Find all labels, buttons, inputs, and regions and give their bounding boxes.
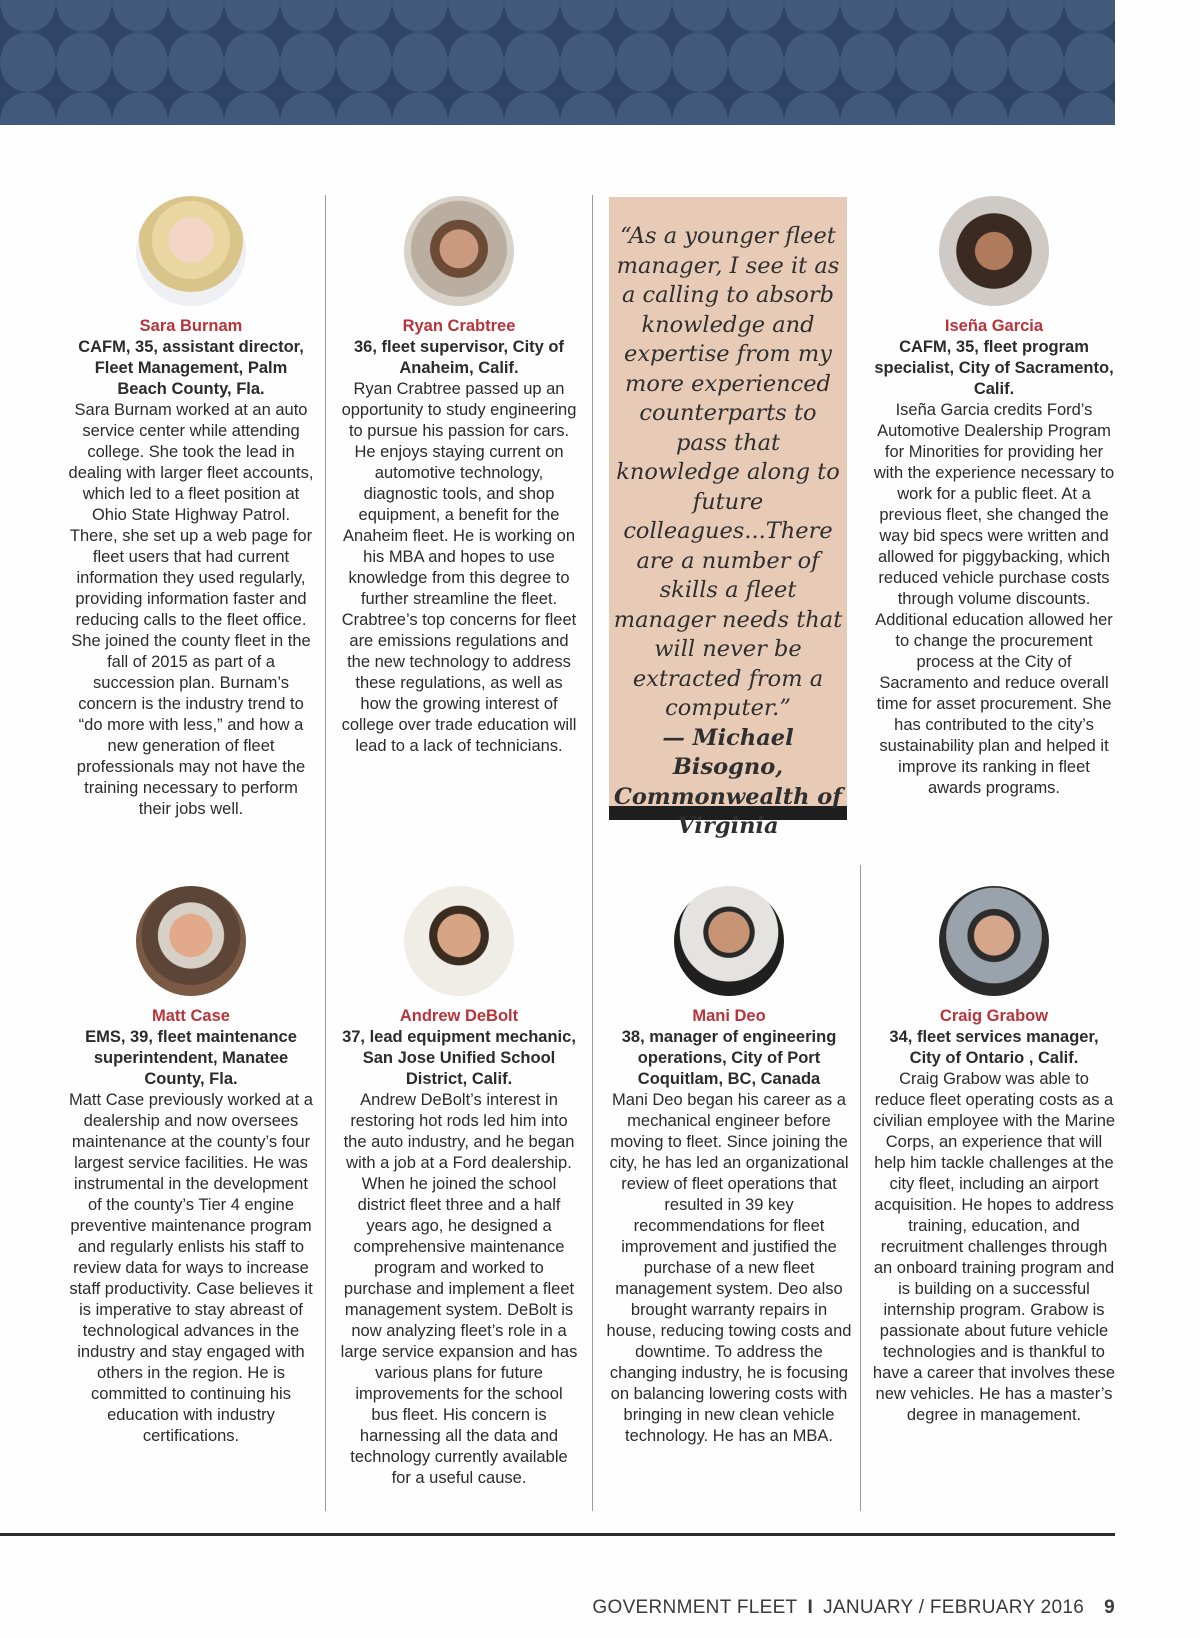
profile-bio: Ryan Crabtree passed up an opportunity to study engineering to pursue his passion for cars. He enjoys staying current on automotive technology, diagnostic tools, and shop equipment, a benefit for the Anaheim fleet. He is working on his MBA and hopes to use knowledge from this degree to further streamline the fleet. Crabtree’s top concerns for fleet are emissions regulations and the new technology to address these regulations, as well as how the growing interest of college over trade education will lead to a lack of technicians. [341, 380, 577, 755]
profile-card [872, 196, 1116, 799]
pull-quote-attribution: — Michael Bisogno, Commonwealth of Virginia [614, 724, 842, 839]
column-divider [860, 865, 861, 1511]
profile-title: CAFM, 35, assistant director, Fleet Management, Palm Beach County, Fla. [78, 338, 304, 398]
footer-rule [0, 1533, 1115, 1536]
column-divider [325, 195, 326, 1511]
profile-bio: Iseña Garcia credits Ford’s Automotive Dealership Program for Minorities for providing her with the experience necessary to work for a public fleet. At a previous fleet, she changed the way bid specs were written and allowed for piggybacking, which reduced vehicle purchase costs through volume discounts. Additional education allowed her to change the procurement process at the City of Sacramento and reduce overall time for asset procurement. She has contributed to the city’s sustainability plan and helped it improve its ranking in fleet awards programs. [873, 401, 1115, 797]
profile-card [340, 886, 578, 1489]
pull-quote-text: “As a younger fleet manager, I see it as a calling to absorb knowledge and expertise from my more experienced counterparts to pass that knowledge along to future colleagues...There are a number of skills a fleet manager needs that will never be extracted from a computer.” [613, 223, 843, 721]
profile-name: Sara Burnam [139, 317, 243, 335]
avatar [939, 886, 1049, 996]
avatar [136, 886, 246, 996]
profile-bio: Matt Case previously worked at a dealership and now oversees maintenance at the county’s four largest service facilities. He was instrumental in the development of the county’s Tier 4 engine preventive maintenance program and regularly enlists his staff to review data for ways to increase staff productivity. Case believes it is imperative to stay abreast of technological advances in the industry and stay engaged with others in the region. He is committed to continuing his education with industry certifications. [69, 1091, 313, 1445]
page-footer [592, 1597, 1115, 1619]
profile-title: EMS, 39, fleet maintenance superintendent, Manatee County, Fla. [85, 1028, 297, 1088]
profile-title: 34, fleet services manager, City of Ontario , Calif. [889, 1028, 1099, 1067]
avatar [136, 196, 246, 306]
profile-title: 36, fleet supervisor, City of Anaheim, Calif. [354, 338, 564, 377]
column-divider [592, 195, 593, 1511]
publication-name: GOVERNMENT FLEET [592, 1597, 798, 1618]
avatar [674, 886, 784, 996]
pull-quote [612, 222, 844, 842]
avatar [404, 886, 514, 996]
profile-name: Matt Case [152, 1007, 230, 1025]
profile-name: Craig Grabow [939, 1007, 1049, 1025]
profile-bio: Mani Deo began his career as a mechanical engineer before moving to fleet. Since joining the city, he has led an organizational review of fleet operations that resulted in 39 key recommendations for fleet improvement and justified the purchase of a new fleet management system. Deo also brought warranty repairs in house, reducing towing costs and downtime. To address the changing industry, he is focusing on balancing lowering costs with bringing in new clean vehicle technology. He has an MBA. [606, 1091, 852, 1445]
issue-date: JANUARY / FEBRUARY 2016 [823, 1597, 1085, 1618]
profile-title: CAFM, 35, fleet program specialist, City of Sacramento, Calif. [874, 338, 1114, 398]
profile-name: Iseña Garcia [944, 317, 1044, 335]
profile-name: Andrew DeBolt [399, 1007, 519, 1025]
avatar [939, 196, 1049, 306]
profile-title: 38, manager of engineering operations, City of Port Coquitlam, BC, Canada [621, 1028, 837, 1088]
footer-separator: I [807, 1597, 814, 1618]
decorative-banner [0, 0, 1115, 125]
avatar [404, 196, 514, 306]
profile-card [68, 886, 314, 1447]
page-number: 9 [1104, 1597, 1115, 1618]
profile-card [604, 886, 854, 1447]
profile-bio: Craig Grabow was able to reduce fleet operating costs as a civilian employee with the Marine Corps, an experience that will help him tackle challenges at the city fleet, including an airport acquisition. He hopes to address training, education, and recruitment challenges through an onboard training program and is building on a successful internship program. Grabow is passionate about future vehicle technologies and is thankful to have a career that involves these new vehicles. He has a master’s degree in management. [872, 1070, 1116, 1424]
profile-name: Ryan Crabtree [402, 317, 516, 335]
profile-card [68, 196, 314, 820]
profile-name: Mani Deo [692, 1007, 766, 1025]
profile-bio: Sara Burnam worked at an auto service center while attending college. She took the lead in dealing with larger fleet accounts, which led to a fleet position at Ohio State Highway Patrol. There, she set up a web page for fleet users that had current information they used regularly, providing information faster and reducing calls to the fleet office. She joined the county fleet in the fall of 2015 as part of a succession plan. Burnam’s concern is the industry trend to “do more with less,” and how a new generation of fleet professionals may not have the training necessary to perform their jobs well. [68, 401, 314, 818]
profile-card [872, 886, 1116, 1426]
profile-card [340, 196, 578, 757]
profile-title: 37, lead equipment mechanic, San Jose Unified School District, Calif. [342, 1028, 576, 1088]
profile-bio: Andrew DeBolt’s interest in restoring hot rods led him into the auto industry, and he began with a job at a Ford dealership. When he joined the school district fleet three and a half years ago, he designed a comprehensive maintenance program and worked to purchase and implement a fleet management system. DeBolt is now analyzing fleet’s role in a large service expansion and has various plans for future improvements for the school bus fleet. His concern is harnessing all the data and technology currently available for a useful cause. [340, 1091, 578, 1487]
